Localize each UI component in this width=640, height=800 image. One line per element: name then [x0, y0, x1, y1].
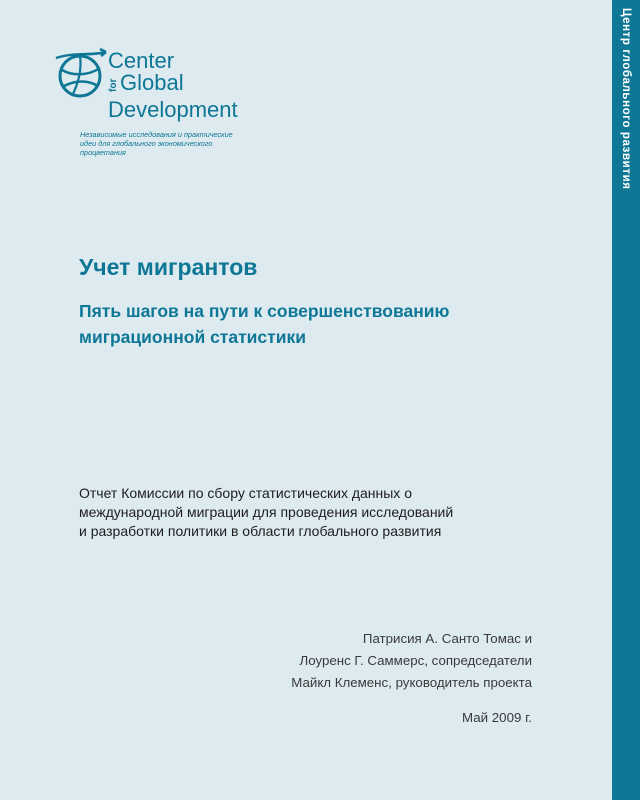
- report-description: [79, 484, 539, 541]
- report-line: Отчет Комиссии по сбору статистических данных о: [79, 485, 412, 501]
- logo-line-1: Center: [108, 48, 175, 73]
- logo-for: for: [108, 78, 119, 92]
- side-band-text: Центр глобального развития: [620, 8, 632, 190]
- report-title: Учет мигрантов: [79, 254, 258, 280]
- side-band: [612, 0, 640, 800]
- author-line: Майкл Клеменс, руководитель проекта: [291, 675, 532, 690]
- logo-line-2: [108, 72, 238, 99]
- author-line: Патрисия А. Санто Томас и: [362, 631, 532, 646]
- cgd-logo: [52, 44, 242, 124]
- publication-date: Май 2009 г.: [462, 710, 532, 725]
- logo-tagline: Независимые исследования и практические идеи для глобального экономического процветания: [80, 130, 233, 157]
- report-subtitle: Пять шагов на пути к совершенствованию миграционной статистики: [79, 301, 450, 347]
- logo-wordmark: [108, 50, 238, 121]
- logo-global: Global: [120, 70, 184, 95]
- author-line: Лоуренс Г. Саммерс, сопредседатели: [299, 653, 532, 668]
- report-line: и разработки политики в области глобального развития: [79, 523, 442, 539]
- globe-arrow-icon: [52, 46, 110, 102]
- authors-block: [172, 628, 532, 694]
- report-line: международной миграции для проведения исследований: [79, 504, 454, 520]
- logo-line-3: Development: [108, 97, 238, 122]
